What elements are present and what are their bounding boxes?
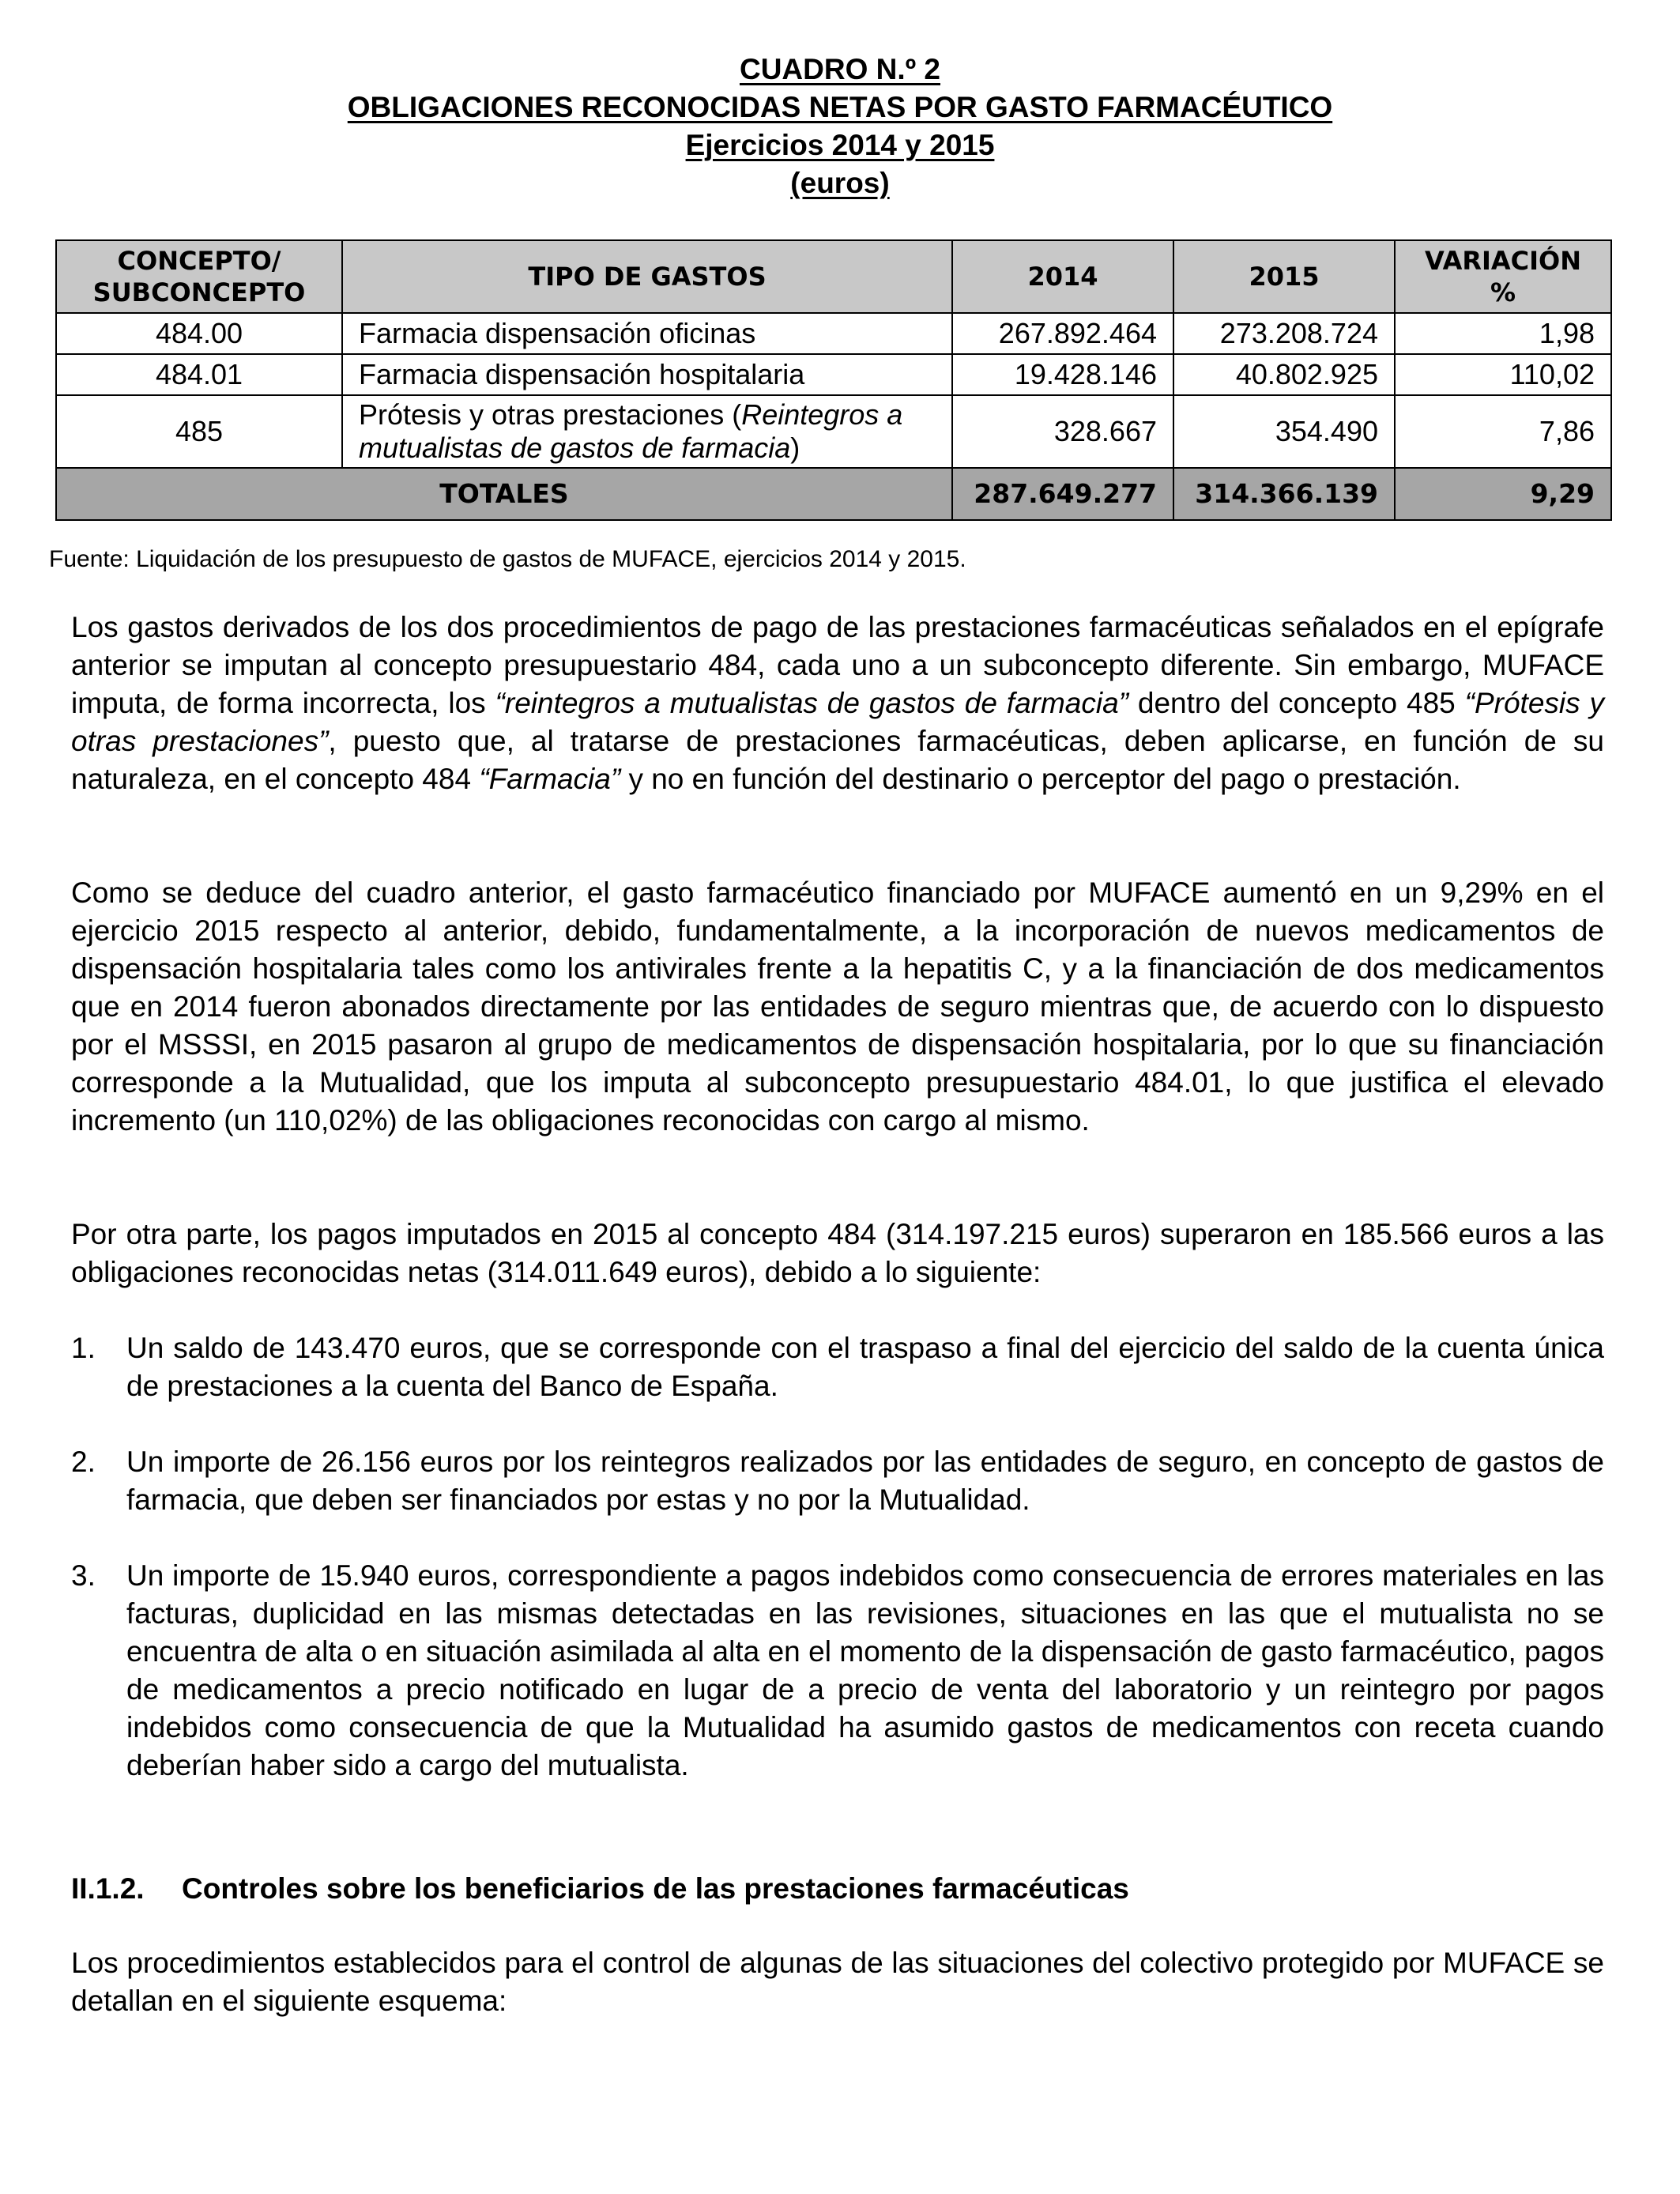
table-source-note: Fuente: Liquidación de los presupuesto de gastos de MUFACE, ejercicios 2014 y 2015. (49, 546, 966, 572)
cell-2014: 267.892.464 (952, 313, 1173, 354)
table-row (56, 354, 1611, 395)
list-text: Un saldo de 143.470 euros, que se corresponde con el traspaso a final del ejercicio del saldo de la cuenta única de prestaciones a la cuenta del Banco de España. (126, 1332, 1604, 1402)
list-item (71, 1557, 1604, 1785)
cell-tipo: Farmacia dispensación oficinas (342, 313, 952, 354)
list-number: 1. (71, 1332, 96, 1364)
cell-tipo: Prótesis y otras prestaciones (Reintegros a mutualistas de gastos de farmacia) (342, 395, 952, 468)
section-number: II.1.2. (71, 1872, 145, 1905)
cell-2015: 354.490 (1173, 395, 1395, 468)
cell-concepto: 484.00 (56, 313, 342, 354)
table-caption (0, 51, 1680, 202)
paragraph-4: Los procedimientos establecidos para el control de algunas de las situaciones del colectivo protegido por MUFACE se detallan en el siguiente esquema: (71, 1947, 1604, 2017)
section-heading (71, 1870, 1129, 1908)
list-item (71, 1443, 1604, 1519)
list-text: Un importe de 26.156 euros por los reintegros realizados por las entidades de seguro, en concepto de gastos de farmacia, que deben ser financiados por estas y no por la Mutualidad. (126, 1446, 1604, 1516)
cell-variacion: 110,02 (1395, 354, 1611, 395)
caption-years: Ejercicios 2014 y 2015 (685, 129, 995, 161)
cell-variacion: 1,98 (1395, 313, 1611, 354)
totals-2014: 287.649.277 (952, 468, 1173, 520)
obligations-table (55, 239, 1612, 521)
cell-2014: 328.667 (952, 395, 1173, 468)
cell-2015: 273.208.724 (1173, 313, 1395, 354)
header-2015: 2015 (1173, 240, 1395, 313)
table-header-row (56, 240, 1611, 313)
table-row (56, 313, 1611, 354)
caption-number: CUADRO N.º 2 (739, 53, 941, 85)
totals-row (56, 468, 1611, 520)
section-title: Controles sobre los beneficiarios de las prestaciones farmacéuticas (182, 1872, 1129, 1905)
cell-concepto: 484.01 (56, 354, 342, 395)
header-2014: 2014 (952, 240, 1173, 313)
paragraph-1: Los gastos derivados de los dos procedimientos de pago de las prestaciones farmacéuticas señalados en el epígrafe anterior se imputan al concepto presupuestario 484, cada uno a un subconcepto diferente. Sin embargo, MUFACE imputa, de forma incorrecta, los “reintegros a mutualistas de gastos de farmacia” dentro del concepto 485 “Prótesis y otras prestaciones”, puesto que, al tratarse de prestaciones farmacéuticas, deben aplicarse, en función de su naturaleza, en el concepto 484 “Farmacia” y no en función del destinario o perceptor del pago o prestación. (71, 611, 1605, 795)
paragraph-2: Como se deduce del cuadro anterior, el gasto farmacéutico financiado por MUFACE aumentó en un 9,29% en el ejercicio 2015 respecto al anterior, debido, fundamentalmente, a la incorporación de nuevos medicamentos de dispensación hospitalaria tales como los antivirales frente a la hepatitis C, y a la financiación de dos medicamentos que en 2014 fueron abonados directamente por las entidades de seguro mientras que, de acuerdo con lo dispuesto por el MSSSI, en 2015 pasaron al grupo de medicamentos de dispensación hospitalaria, por lo que su financiación corresponde a la Mutualidad, que los imputa al subconcepto presupuestario 484.01, lo que justifica el elevado incremento (un 110,02%) de las obligaciones reconocidas con cargo al mismo. (71, 876, 1604, 1137)
header-tipo: TIPO DE GASTOS (342, 240, 952, 313)
caption-title: OBLIGACIONES RECONOCIDAS NETAS POR GASTO FARMACÉUTICO (347, 91, 1333, 123)
paragraph-3: Por otra parte, los pagos imputados en 2015 al concepto 484 (314.197.215 euros) superaron en 185.566 euros a las obligaciones reconocidas netas (314.011.649 euros), debido a lo siguiente: (71, 1218, 1604, 1288)
list-number: 3. (71, 1559, 96, 1592)
totals-label: TOTALES (56, 468, 952, 520)
cell-2015: 40.802.925 (1173, 354, 1395, 395)
caption-units: (euros) (790, 167, 890, 199)
cell-variacion: 7,86 (1395, 395, 1611, 468)
list-number: 2. (71, 1446, 96, 1478)
totals-2015: 314.366.139 (1173, 468, 1395, 520)
table-row (56, 395, 1611, 468)
totals-variacion: 9,29 (1395, 468, 1611, 520)
header-variacion: VARIACIÓN % (1395, 240, 1611, 313)
cell-2014: 19.428.146 (952, 354, 1173, 395)
list-text: Un importe de 15.940 euros, correspondiente a pagos indebidos como consecuencia de errores materiales en las facturas, duplicidad en las mismas detectadas en las revisiones, situaciones en las que el mutualista no se encuentra de alta o en situación asimilada al alta en el momento de la dispensación de gasto farmacéutico, pagos de medicamentos a precio notificado en lugar de a precio de venta del laboratorio y un reintegro por pagos indebidos como consecuencia de que la Mutualidad ha asumido gastos de medicamentos con receta cuando deberían haber sido a cargo del mutualista. (126, 1559, 1604, 1781)
cell-tipo: Farmacia dispensación hospitalaria (342, 354, 952, 395)
list-item (71, 1329, 1604, 1405)
cell-concepto: 485 (56, 395, 342, 468)
header-concepto: CONCEPTO/ SUBCONCEPTO (56, 240, 342, 313)
